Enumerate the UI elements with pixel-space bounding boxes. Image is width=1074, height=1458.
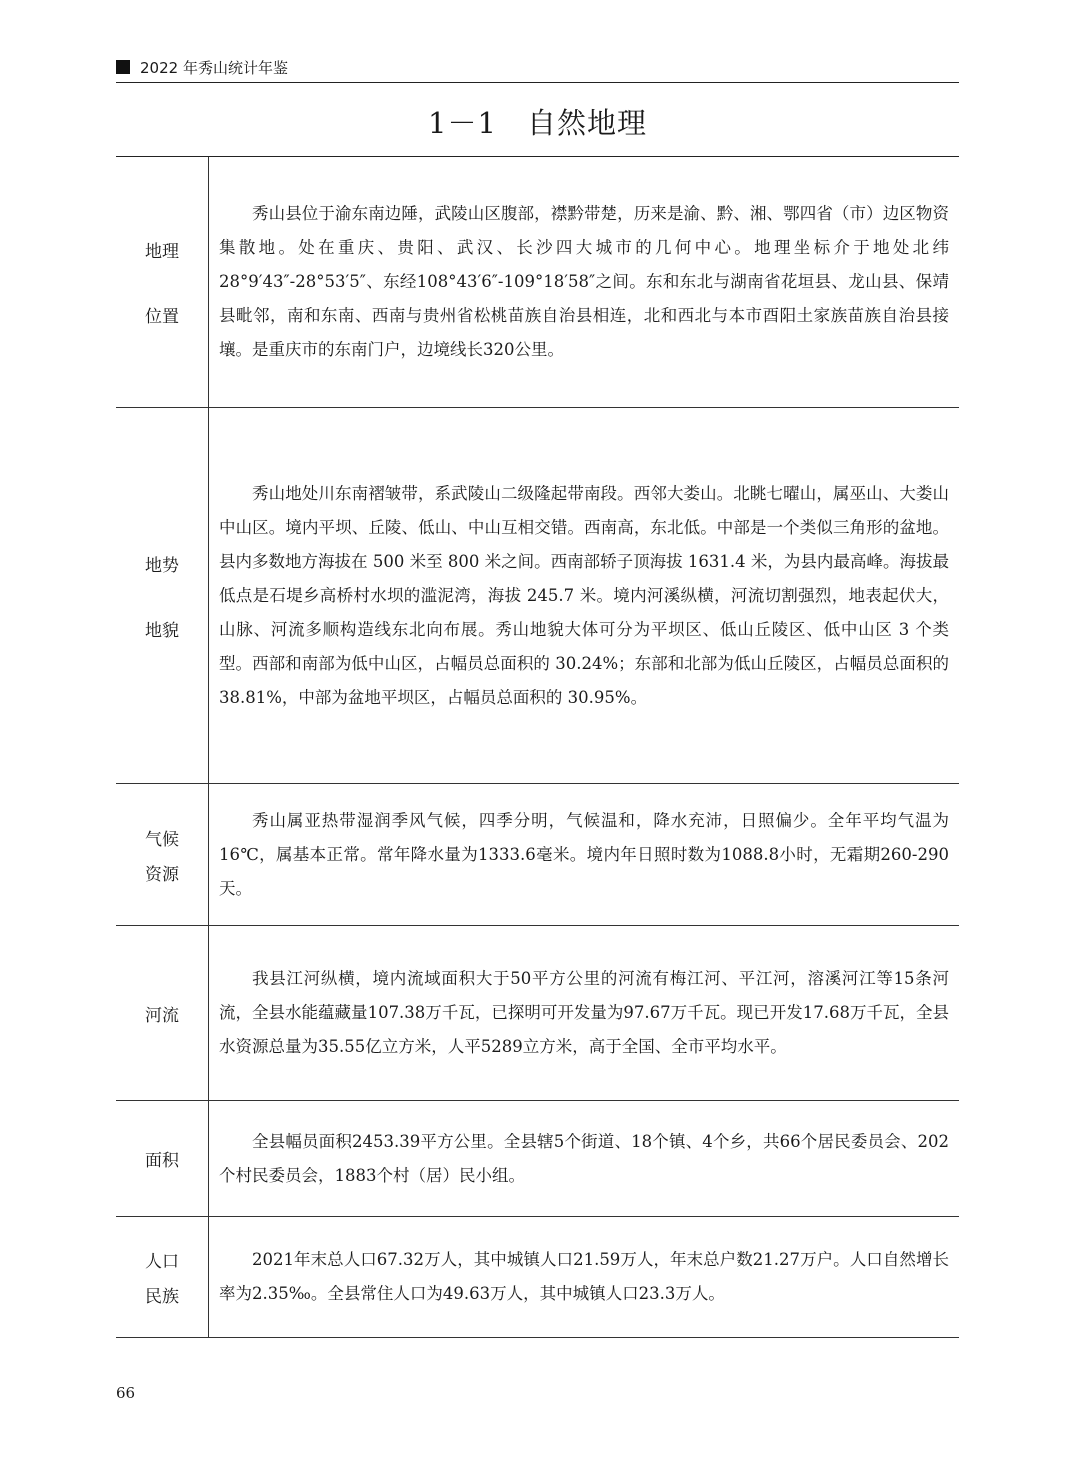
row-label: [116, 1101, 209, 1216]
row-content-text: 秀山县位于渝东南边陲，武陵山区腹部，襟黔带楚，历来是渝、黔、湘、鄂四省（市）边区物资集散地。处在重庆、贵阳、武汉、长沙四大城市的几何中心。地理坐标介于地处北纬28°9′43″-28°53′5″、东经108°43′6″-109°18′58″之间。东和东北与湖南省花垣县、龙山县、保靖县毗邻，南和东南、西南与贵州省松桃苗族自治县相连，北和西北与本市酉阳土家族苗族自治县接壤。是重庆市的东南门户，边境线长320公里。: [219, 204, 949, 359]
geography-table: [116, 156, 959, 1338]
row-content: [209, 784, 959, 925]
table-row-population: [116, 1217, 959, 1338]
table-row-terrain: [116, 408, 959, 784]
row-label-line: 民族: [145, 1287, 179, 1307]
row-label: [116, 926, 209, 1100]
page-number: 66: [116, 1384, 136, 1402]
row-label-line: 位置: [145, 307, 179, 327]
row-label: [116, 408, 209, 783]
row-content-text: 我县江河纵横，境内流域面积大于50平方公里的河流有梅江河、平江河，溶溪河江等15条河流，全县水能蕴藏量107.38万千瓦，已探明可开发量为97.67万千瓦。现已开发17.68万千瓦，全县水资源总量为35.55亿立方米，人平5289立方米，高于全国、全市平均水平。: [219, 969, 949, 1056]
row-label-line: 地理: [145, 242, 179, 262]
row-content: [209, 408, 959, 783]
table-row-rivers: [116, 926, 959, 1101]
row-content: [209, 926, 959, 1100]
row-content-text: 秀山地处川东南褶皱带，系武陵山二级隆起带南段。西邻大娄山。北眺七曜山，属巫山、大娄山中山区。境内平坝、丘陵、低山、中山互相交错。西南高，东北低。中部是一个类似三角形的盆地。县内多数地方海拔在 500 米至 800 米之间。西南部轿子顶海拔 1631.4 米，为县内最高峰。海拔最低点是石堤乡高桥村水坝的滥泥湾，海拔 245.7 米。境内河溪纵横，河流切割强烈，地表起伏大，山脉、河流多顺构造线东北向布展。秀山地貌大体可分为平坝区、低山丘陵区、低中山区 3 个类型。西部和南部为低中山区，占幅员总面积的 30.24%；东部和北部为低山丘陵区，占幅员总面积的 38.81%，中部为盆地平坝区，占幅员总面积的 30.95%。: [219, 483, 949, 707]
row-label-line: 气候: [145, 829, 179, 850]
row-content: [209, 157, 959, 407]
row-label: [116, 157, 209, 407]
table-row-area: [116, 1101, 959, 1217]
page-title: 1－1 自然地理: [428, 106, 647, 140]
running-header: [116, 58, 959, 83]
row-label-line: 地貌: [145, 620, 179, 641]
row-label-line: 人口: [145, 1252, 179, 1272]
table-row-climate: [116, 784, 959, 926]
row-content-text: 秀山属亚热带湿润季风气候，四季分明，气候温和，降水充沛，日照偏少。全年平均气温为16℃，属基本正常。常年降水量为1333.6毫米。境内年日照时数为1088.8小时，无霜期260-290天。: [219, 810, 949, 898]
row-content-text: 2021年末总人口67.32万人，其中城镇人口21.59万人，年末总户数21.27万户。人口自然增长率为2.35‰。全县常住人口为49.63万人，其中城镇人口23.3万人。: [219, 1250, 949, 1303]
square-bullet-icon: [116, 60, 130, 74]
row-label: [116, 1217, 209, 1337]
row-content-text: 全县幅员面积2453.39平方公里。全县辖5个街道、18个镇、4个乡，共66个居民委员会、202个村民委员会，1883个村（居）民小组。: [219, 1131, 949, 1185]
row-label: [116, 784, 209, 925]
running-header-text: 2022 年秀山统计年鉴: [140, 59, 288, 77]
row-label-line: 河流: [145, 1005, 179, 1026]
row-label-line: 地势: [145, 555, 179, 576]
row-label-line: 面积: [145, 1151, 179, 1171]
row-content: [209, 1101, 959, 1216]
row-content: [209, 1217, 959, 1337]
row-label-line: 资源: [145, 864, 179, 885]
table-row-location: [116, 157, 959, 408]
